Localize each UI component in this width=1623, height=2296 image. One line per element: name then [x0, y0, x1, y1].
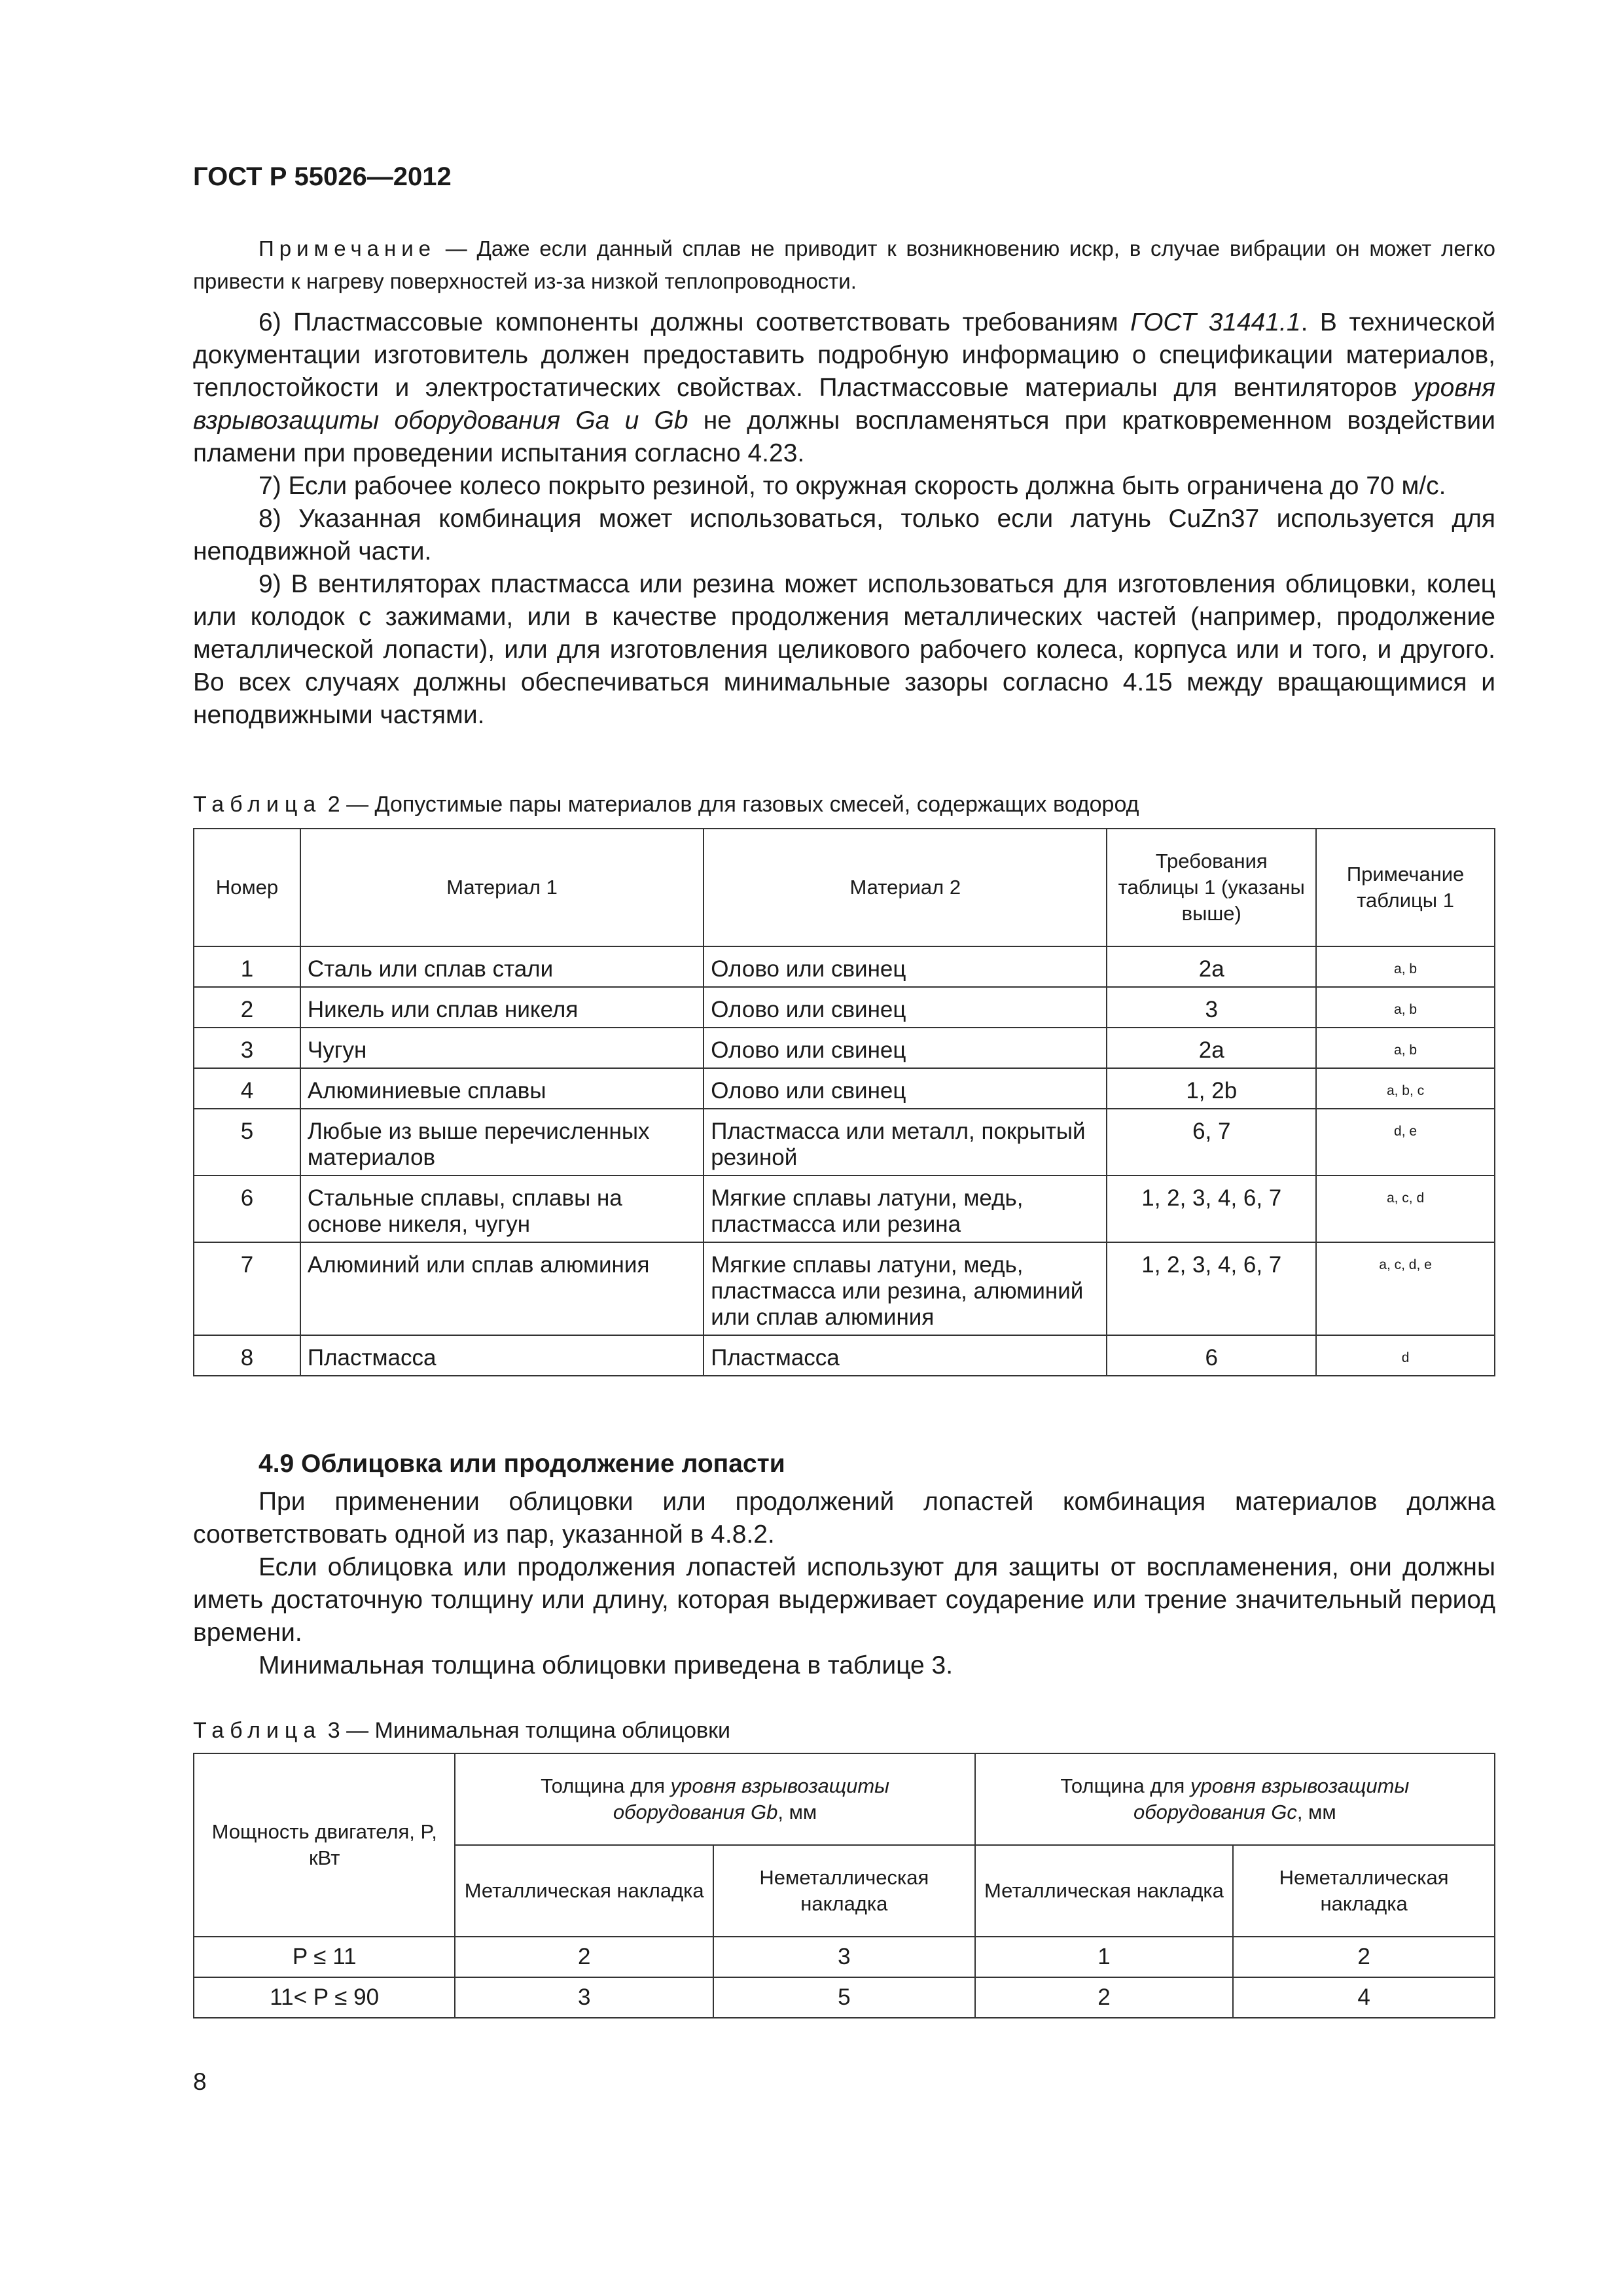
table-cell: Олово или свинец: [704, 987, 1107, 1028]
table2-caption: [193, 792, 1139, 817]
table-cell: 6, 7: [1107, 1109, 1316, 1175]
table3-header-row-1: [194, 1753, 1495, 1845]
group-gb-italic: уровня взрывозащиты: [670, 1774, 889, 1797]
table3-caption-text: 3 — Минимальная толщина облицовки: [321, 1718, 730, 1743]
group-gc-suffix: , мм: [1296, 1801, 1336, 1823]
table-cell: 1: [194, 946, 300, 987]
table-row: [194, 1335, 1495, 1376]
table3-header-group-gc: [975, 1753, 1495, 1845]
footnote-ref: a, b, c: [1316, 1068, 1495, 1109]
table3-header-power: Мощность двигателя, P, кВт: [194, 1753, 455, 1937]
table2-caption-text: 2 — Допустимые пары материалов для газовых смесей, содержащих водород: [321, 792, 1139, 817]
table-cell: 3: [1107, 987, 1316, 1028]
table-cell: Сталь или сплав стали: [300, 946, 704, 987]
table-cell: 7: [194, 1242, 300, 1335]
table-cell: Пластмасса: [300, 1335, 704, 1376]
table-cell: Алюминиевые сплавы: [300, 1068, 704, 1109]
group-gc-prefix: Толщина для: [1060, 1774, 1190, 1797]
group-gc-italic: уровня взрывозащиты: [1190, 1774, 1410, 1797]
table-row: [194, 1109, 1495, 1175]
table-cell: Никель или сплав никеля: [300, 987, 704, 1028]
group-gb-italic-line2: оборудования Gb: [613, 1801, 778, 1823]
footnote-ref: a, b: [1316, 1028, 1495, 1068]
table-cell: 2: [1233, 1937, 1495, 1977]
table-cell: Любые из выше перечисленных материалов: [300, 1109, 704, 1175]
table3-subheader-nonmetal-gc: Неметаллическая накладка: [1233, 1845, 1495, 1937]
table-cell: Стальные сплавы, сплавы на основе никеля, чугун: [300, 1175, 704, 1242]
table-cell: 1, 2, 3, 4, 6, 7: [1107, 1175, 1316, 1242]
document-header: ГОСТ Р 55026—2012: [193, 162, 452, 191]
item-6-text-a: 6) Пластмассовые компоненты должны соответствовать требованиям: [259, 308, 1131, 336]
footnote-ref: d: [1316, 1335, 1495, 1376]
table-cell: Чугун: [300, 1028, 704, 1068]
table-cell: 8: [194, 1335, 300, 1376]
table-row: [194, 1068, 1495, 1109]
note-paragraph: [193, 232, 1495, 298]
table-cell: Пластмасса или металл, покрытый резиной: [704, 1109, 1107, 1175]
table3-subheader-metal-gc: Металлическая накладка: [975, 1845, 1234, 1937]
table-cell: Олово или свинец: [704, 946, 1107, 987]
table2-header-note: Примечание таблицы 1: [1316, 829, 1495, 946]
section-paragraph-1: При применении облицовки или продолжений лопастей комбинация материалов должна соответствовать одной из пар, указанной в 4.8.2.: [193, 1488, 1495, 1549]
table-cell: 5: [194, 1109, 300, 1175]
table-cell: 5: [713, 1977, 975, 2018]
table-row: [194, 1028, 1495, 1068]
table-row: [194, 1937, 1495, 1977]
table-cell: 3: [455, 1977, 713, 2018]
table-cell: 6: [1107, 1335, 1316, 1376]
table-cell: 2a: [1107, 1028, 1316, 1068]
section-body: [193, 1486, 1495, 1682]
table-cell: 3: [194, 1028, 300, 1068]
item-9: 9) В вентиляторах пластмасса или резина может использоваться для изготовления облицовки, колец или колодок с зажимами, или в качестве продолжения металлических частей (например, продолжение металлической лопасти), или для изготовления целикового рабочего колеса, корпуса или и того, и другого. Во всех случаях должны обеспечиваться минимальные зазоры согласно 4.15 между вращающимися и неподвижными частями.: [193, 570, 1495, 729]
table-row: [194, 1175, 1495, 1242]
table-row: [194, 987, 1495, 1028]
footnote-ref: a, c, d: [1316, 1175, 1495, 1242]
table2-header-material2: Материал 2: [704, 829, 1107, 946]
table2-header-requirements: Требования таблицы 1 (указаны выше): [1107, 829, 1316, 946]
table3-header-group-gb: [455, 1753, 974, 1845]
table-cell: P ≤ 11: [194, 1937, 455, 1977]
table-cell: Олово или свинец: [704, 1028, 1107, 1068]
table3-subheader-nonmetal-gb: Неметаллическая накладка: [713, 1845, 975, 1937]
table2-header-number: Номер: [194, 829, 300, 946]
table-cell: 2: [194, 987, 300, 1028]
requirements-list: [193, 306, 1495, 732]
table2-header-material1: Материал 1: [300, 829, 704, 946]
table2-caption-label: Таблица: [193, 792, 322, 817]
group-gb-prefix: Толщина для: [541, 1774, 671, 1797]
footnote-ref: a, b: [1316, 946, 1495, 987]
footnote-ref: a, b: [1316, 987, 1495, 1028]
table-cell: 3: [713, 1937, 975, 1977]
table-cell: Алюминий или сплав алюминия: [300, 1242, 704, 1335]
table-cell: 6: [194, 1175, 300, 1242]
section-paragraph-2: Если облицовка или продолжения лопастей используют для защиты от воспламенения, они должны иметь достаточную толщину или длину, которая выдерживает соударение или трение значительный период времени.: [193, 1553, 1495, 1647]
item-7: 7) Если рабочее колесо покрыто резиной, то окружная скорость должна быть ограничена до 70 м/с.: [259, 472, 1446, 500]
note-label: Примечание: [259, 236, 437, 260]
table-cell: Пластмасса: [704, 1335, 1107, 1376]
table-cell: 1, 2, 3, 4, 6, 7: [1107, 1242, 1316, 1335]
table3-subheader-metal-gb: Металлическая накладка: [455, 1845, 713, 1937]
table2-header-row: [194, 829, 1495, 946]
table-cell: 2: [975, 1977, 1234, 2018]
table-cell: 4: [194, 1068, 300, 1109]
lining-thickness-table: [193, 1753, 1495, 2018]
table-cell: Олово или свинец: [704, 1068, 1107, 1109]
item-6-gost-ref: ГОСТ 31441.1: [1130, 308, 1301, 336]
table-cell: 11< P ≤ 90: [194, 1977, 455, 2018]
table-cell: 4: [1233, 1977, 1495, 2018]
table-row: [194, 946, 1495, 987]
table-cell: 2: [455, 1937, 713, 1977]
group-gc-italic-line2: оборудования Gc: [1133, 1801, 1297, 1823]
table-row: [194, 1977, 1495, 2018]
table-cell: Мягкие сплавы латуни, медь, пластмасса или резина: [704, 1175, 1107, 1242]
item-6-text-c: не должны воспламеняться при кратковременном воздействии пламени при проведении испытания согласно 4.23.: [193, 406, 1496, 467]
table-cell: 1: [975, 1937, 1234, 1977]
item-6-level-term: уровня взрывозащиты оборудования Ga и Gb: [193, 374, 1495, 435]
table-cell: Мягкие сплавы латуни, медь, пластмасса или резина, алюминий или сплав алюминия: [704, 1242, 1107, 1335]
table-cell: 1, 2b: [1107, 1068, 1316, 1109]
footnote-ref: d, e: [1316, 1109, 1495, 1175]
item-6: [193, 306, 1495, 470]
item-6-text-b: . В технической документации изготовитель должен предоставить подробную информацию о спецификации материалов, теплостойкости и электростатических свойствах. Пластмассовые материалы для вентиляторов: [193, 308, 1495, 402]
section-title: 4.9 Облицовка или продолжение лопасти: [259, 1450, 785, 1478]
section-paragraph-3: Минимальная толщина облицовки приведена в таблице 3.: [259, 1651, 954, 1679]
table-cell: 2a: [1107, 946, 1316, 987]
table3-caption-label: Таблица: [193, 1718, 322, 1743]
page-number: 8: [193, 2068, 207, 2095]
group-gb-suffix: , мм: [777, 1801, 817, 1823]
materials-pairs-table: [193, 828, 1495, 1376]
item-8: 8) Указанная комбинация может использоваться, только если латунь CuZn37 используется для неподвижной части.: [193, 505, 1495, 565]
table3-caption: [193, 1718, 730, 1744]
table-row: [194, 1242, 1495, 1335]
note-text: — Даже если данный сплав не приводит к возникновению искр, в случае вибрации он может легко привести к нагреву поверхностей из-за низкой теплопроводности.: [193, 236, 1495, 293]
footnote-ref: a, c, d, e: [1316, 1242, 1495, 1335]
